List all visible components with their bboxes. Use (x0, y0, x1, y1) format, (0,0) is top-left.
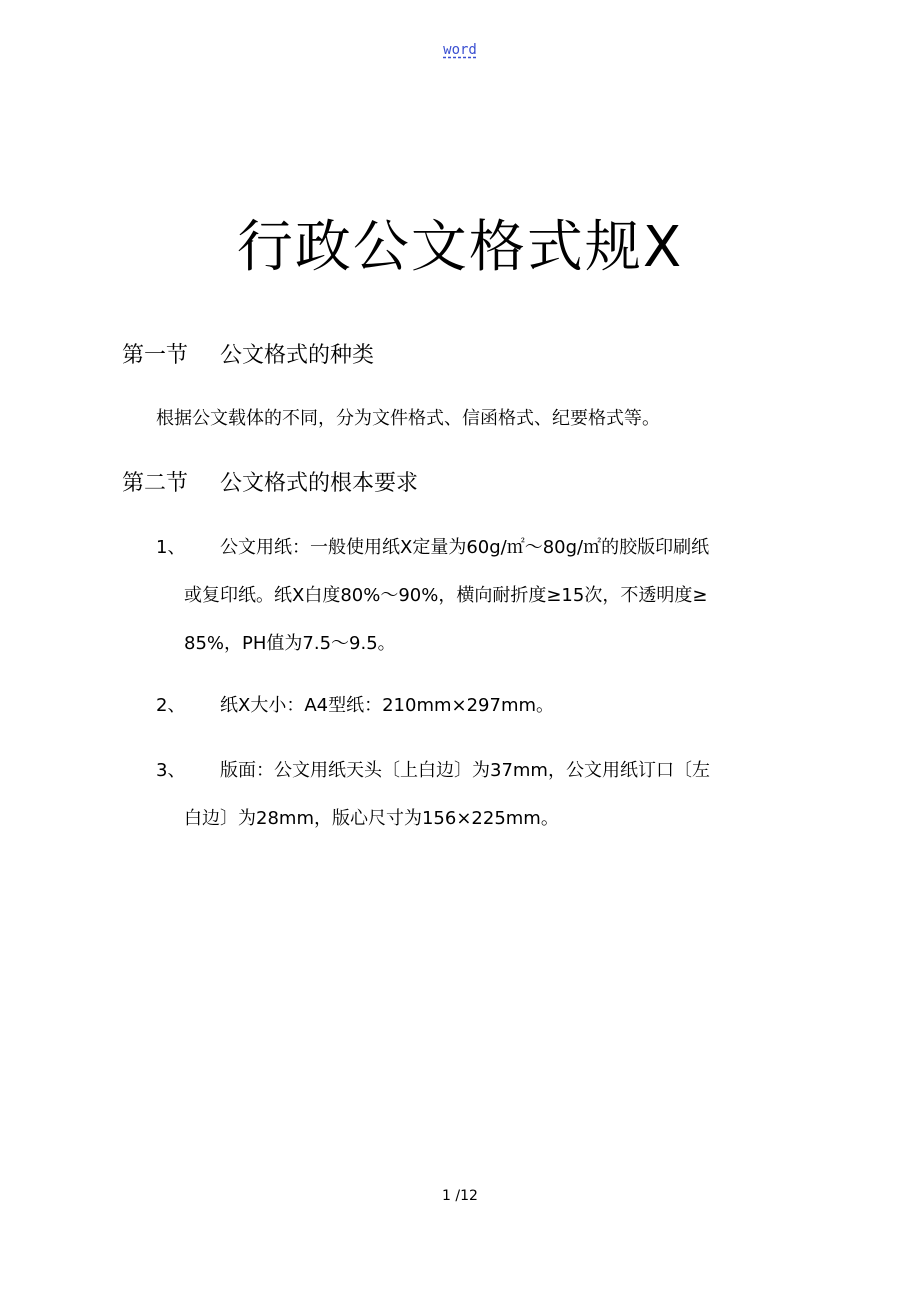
section-1-paragraph: 根据公文载体的不同，分为文件格式、信函格式、纪要格式等。 (156, 408, 660, 429)
section-1-title: 公文格式的种类 (220, 343, 375, 368)
list-item-line: 版面：公文用纸天头〔上白边〕为37mm，公文用纸订口〔左 (220, 760, 710, 781)
page-number: 1 /12 (442, 1188, 478, 1204)
list-item-line: 公文用纸：一般使用纸X定量为60g/㎡～80g/㎡的胶版印刷纸 (220, 537, 710, 558)
section-1-heading (122, 341, 374, 371)
list-item-line: 或复印纸。纸X白度80%～90%，横向耐折度≥15次，不透明度≥ (184, 585, 708, 606)
list-marker: 3、 (156, 760, 186, 781)
section-1-number: 第一节 (122, 343, 189, 368)
list-item-line: 白边〕为28mm，版心尺寸为156×225mm。 (184, 808, 559, 829)
section-2-heading (122, 469, 418, 499)
list-item-line: 85%，PH值为7.5～9.5。 (184, 633, 396, 654)
section-2-number: 第二节 (122, 471, 189, 496)
document-title: 行政公文格式规X (236, 215, 684, 280)
section-2-title: 公文格式的根本要求 (220, 471, 419, 496)
list-marker: 2、 (156, 695, 186, 716)
header-word-link[interactable]: word (443, 42, 477, 58)
list-item-line: 纸X大小：A4型纸：210mm×297mm。 (220, 695, 555, 716)
list-item-paper (156, 524, 816, 668)
list-item-layout (156, 747, 816, 843)
list-marker: 1、 (156, 537, 186, 558)
list-item-paper-size (156, 682, 816, 730)
